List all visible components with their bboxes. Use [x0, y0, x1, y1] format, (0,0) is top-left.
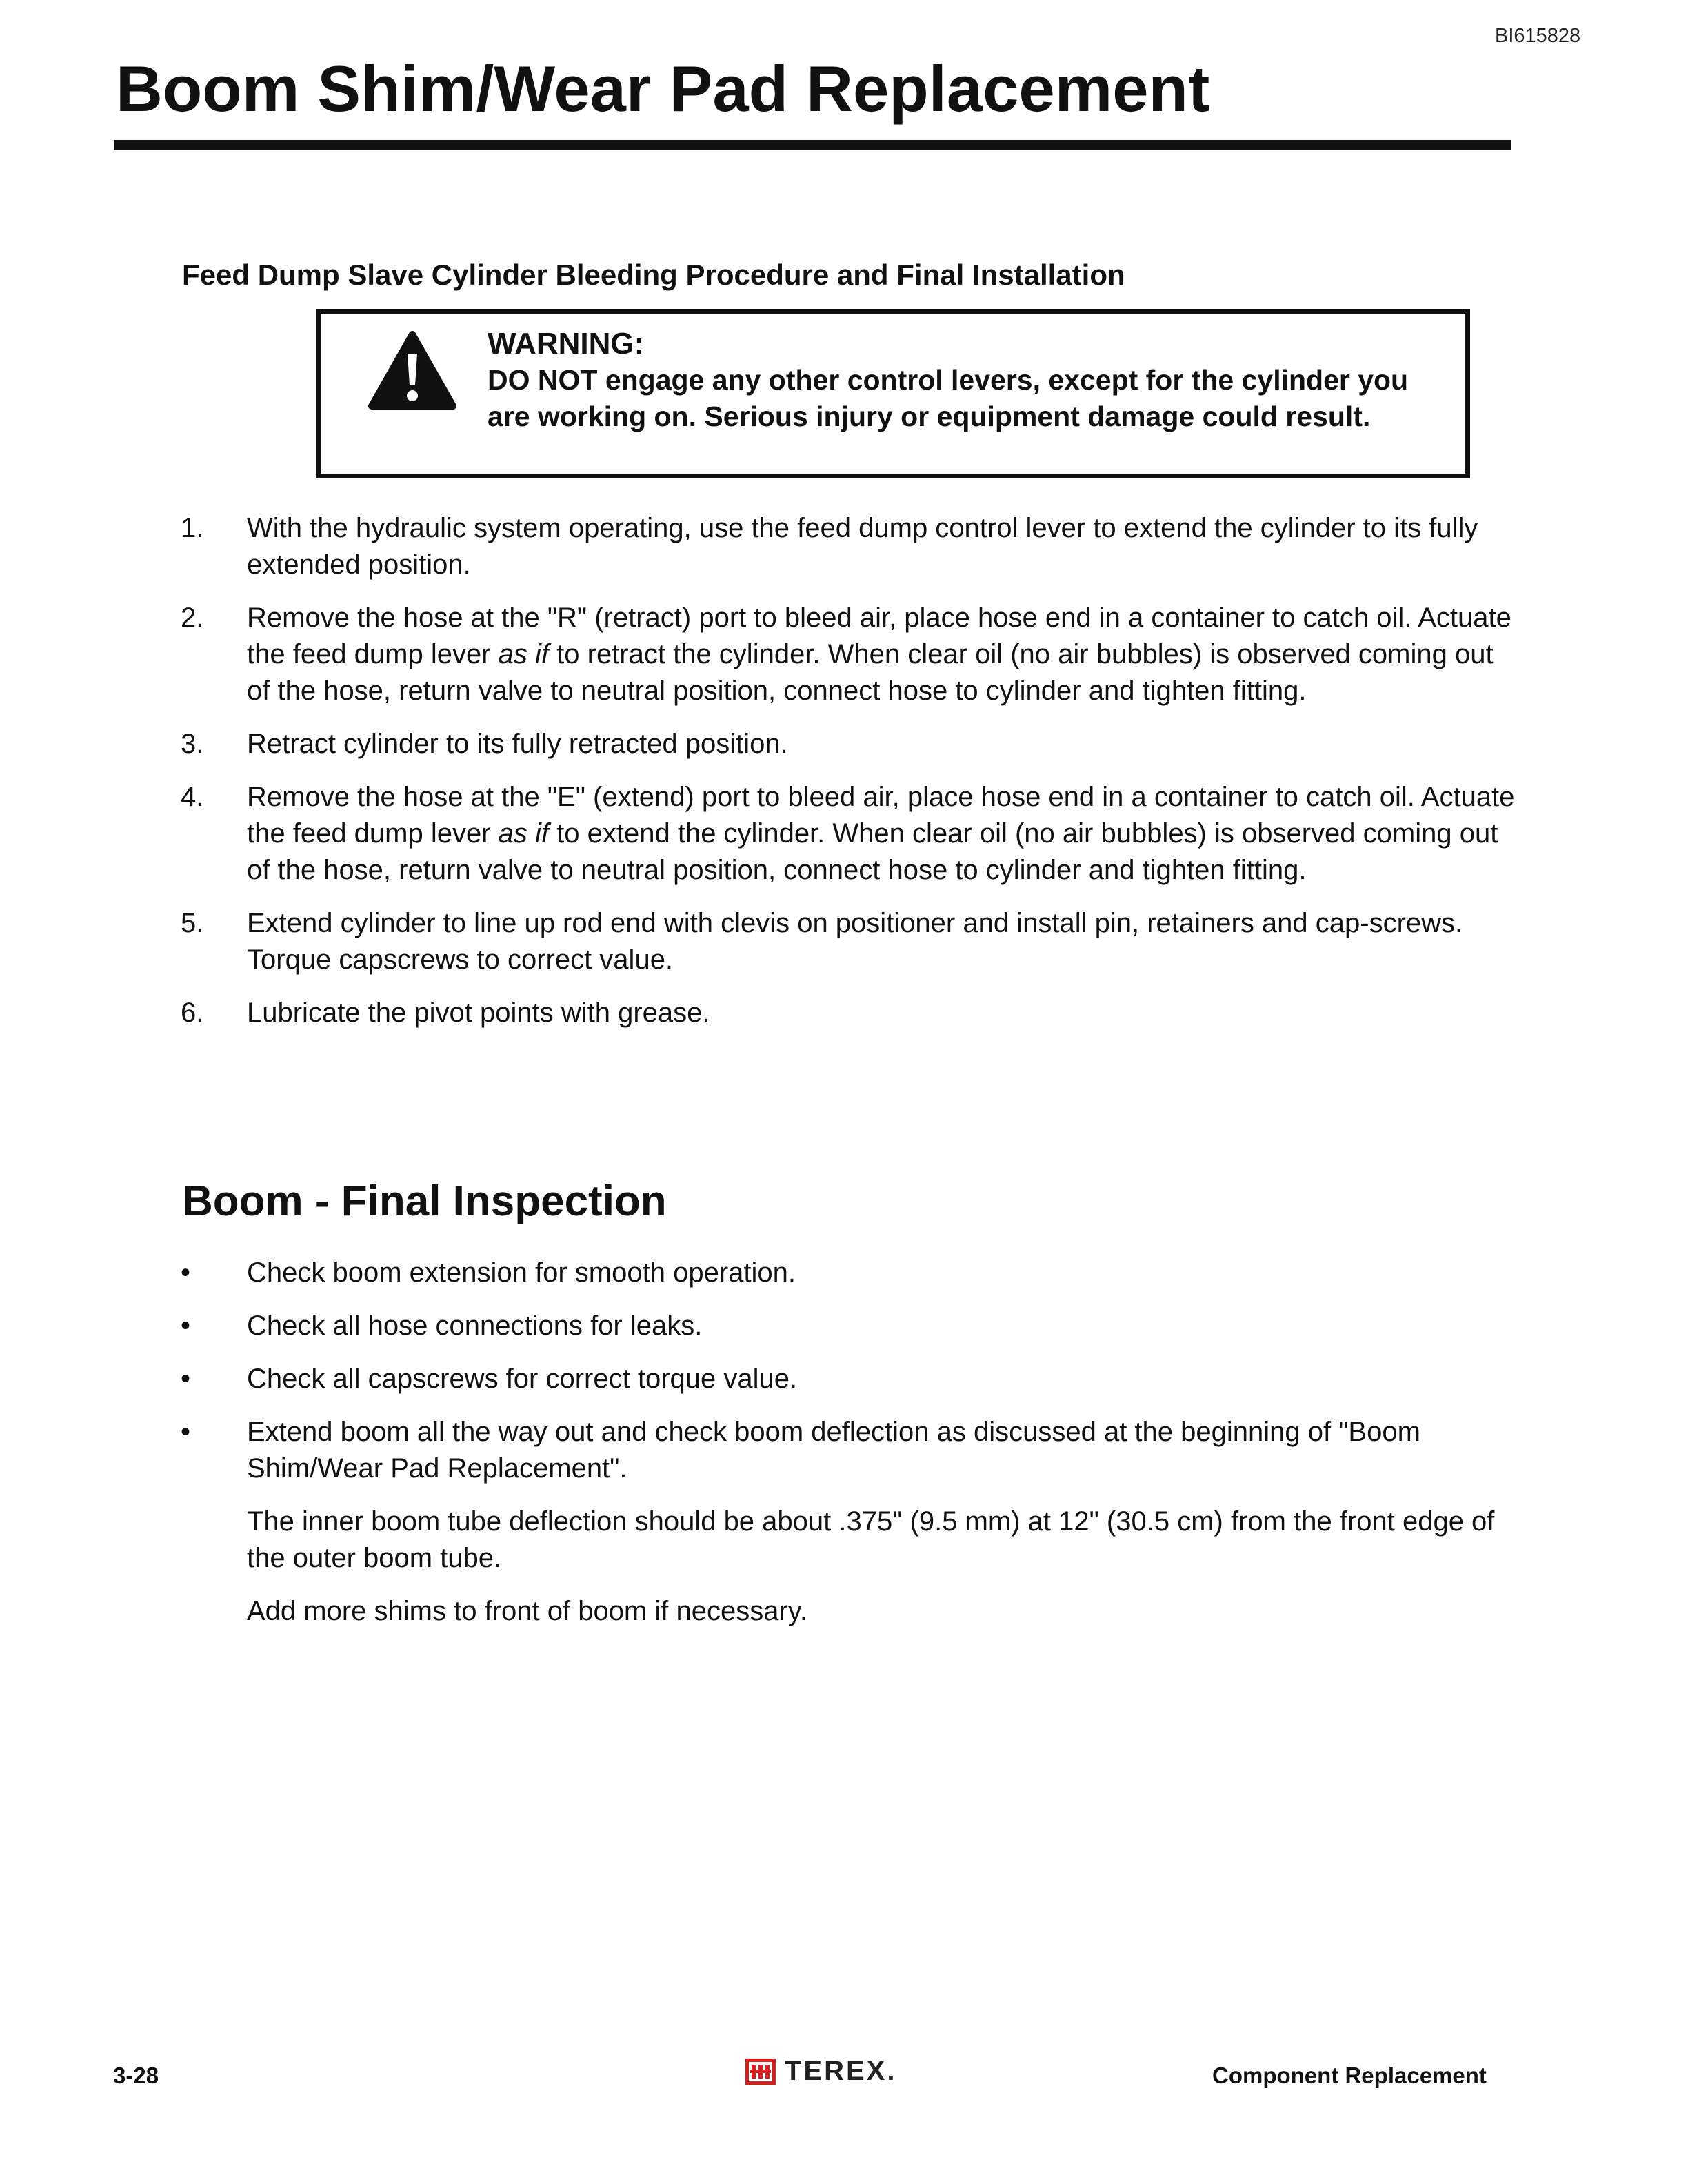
step-text-part: Remove the hose at the "E" (extend) port to bleed air, place hose end in a container to catch oil. Actuate the feed dump lever: [247, 782, 1515, 849]
procedure-step: [181, 600, 1518, 709]
warning-title: WARNING:: [488, 327, 645, 361]
warning-body: DO NOT engage any other control levers, except for the cylinder you are working on. Serious injury or equipment damage could result.: [488, 364, 1409, 432]
procedure-step: [181, 905, 1518, 978]
terex-logo-text: TEREX.: [785, 2056, 897, 2086]
step-number: 5.: [181, 908, 204, 938]
step-text: Retract cylinder to its fully retracted position.: [247, 729, 788, 759]
list-item: [181, 1308, 1518, 1344]
list-item: [181, 1361, 1518, 1397]
step-text: Lubricate the pivot points with grease.: [247, 998, 710, 1028]
step-number: 2.: [181, 603, 204, 633]
list-item-text: Check all capscrews for correct torque value.: [247, 1364, 798, 1394]
warning-text: [488, 326, 1453, 435]
inspection-note: The inner boom tube deflection should be about .375" (9.5 mm) at 12" (30.5 cm) from the front edge of the outer boom tube.: [247, 1506, 1495, 1573]
bullet-icon: •: [181, 1364, 191, 1394]
procedure-step: [181, 510, 1518, 583]
list-item: [181, 1255, 1518, 1291]
step-text: [247, 600, 1518, 709]
procedure-heading: Feed Dump Slave Cylinder Bleeding Procedure and Final Installation: [182, 259, 1125, 291]
step-emphasis: as if: [498, 818, 550, 849]
step-text-part: to retract the cylinder. When clear oil (no air bubbles) is observed coming out of the hose, return valve to neutral position, connect hose to cylinder and tighten fitting.: [247, 639, 1494, 706]
step-text: With the hydraulic system operating, use the feed dump control lever to extend the cylinder to its fully extended position.: [247, 513, 1478, 580]
step-number: 4.: [181, 782, 204, 812]
list-item-text: Extend boom all the way out and check boom deflection as discussed at the beginning of "Boom Shim/Wear Pad Replacement".: [247, 1417, 1420, 1484]
list-item-text: Check boom extension for smooth operation.: [247, 1257, 796, 1288]
step-text-part: Remove the hose at the "R" (retract) port to bleed air, place hose end in a container to catch oil. Actuate the feed dump lever: [247, 603, 1511, 669]
warning-box: [316, 309, 1470, 478]
inspection-heading: Boom - Final Inspection: [182, 1177, 667, 1225]
page-title: Boom Shim/Wear Pad Replacement: [116, 52, 1210, 125]
step-emphasis: as if: [498, 639, 550, 669]
terex-logo-icon: [745, 2058, 776, 2085]
list-item-text: Check all hose connections for leaks.: [247, 1311, 703, 1341]
page-number: 3-28: [113, 2063, 159, 2088]
warning-triangle-icon: [368, 330, 457, 412]
document-id: BI615828: [1495, 25, 1581, 47]
title-rule: [114, 140, 1511, 150]
inspection-checklist: [181, 1255, 1518, 1646]
list-item: [181, 1414, 1518, 1487]
procedure-step: [181, 779, 1518, 889]
bullet-icon: •: [181, 1417, 191, 1447]
step-number: 1.: [181, 513, 204, 543]
inspection-note: Add more shims to front of boom if necessary.: [247, 1596, 807, 1626]
footer-section-title: Component Replacement: [1212, 2063, 1487, 2088]
procedure-step: [181, 995, 1518, 1031]
bullet-icon: •: [181, 1257, 191, 1288]
procedure-step: [181, 726, 1518, 762]
terex-logo: [745, 2056, 896, 2087]
step-text: [247, 779, 1518, 889]
step-text-part: to extend the cylinder. When clear oil (no air bubbles) is observed coming out of the hose, return valve to neutral position, connect hose to cylinder and tighten fitting.: [247, 818, 1498, 885]
step-number: 3.: [181, 729, 204, 759]
bullet-icon: •: [181, 1311, 191, 1341]
step-text: Extend cylinder to line up rod end with clevis on positioner and install pin, retainers and cap-screws. Torque capscrews to correct value.: [247, 908, 1463, 975]
step-number: 6.: [181, 998, 204, 1028]
procedure-steps: [181, 510, 1518, 1048]
